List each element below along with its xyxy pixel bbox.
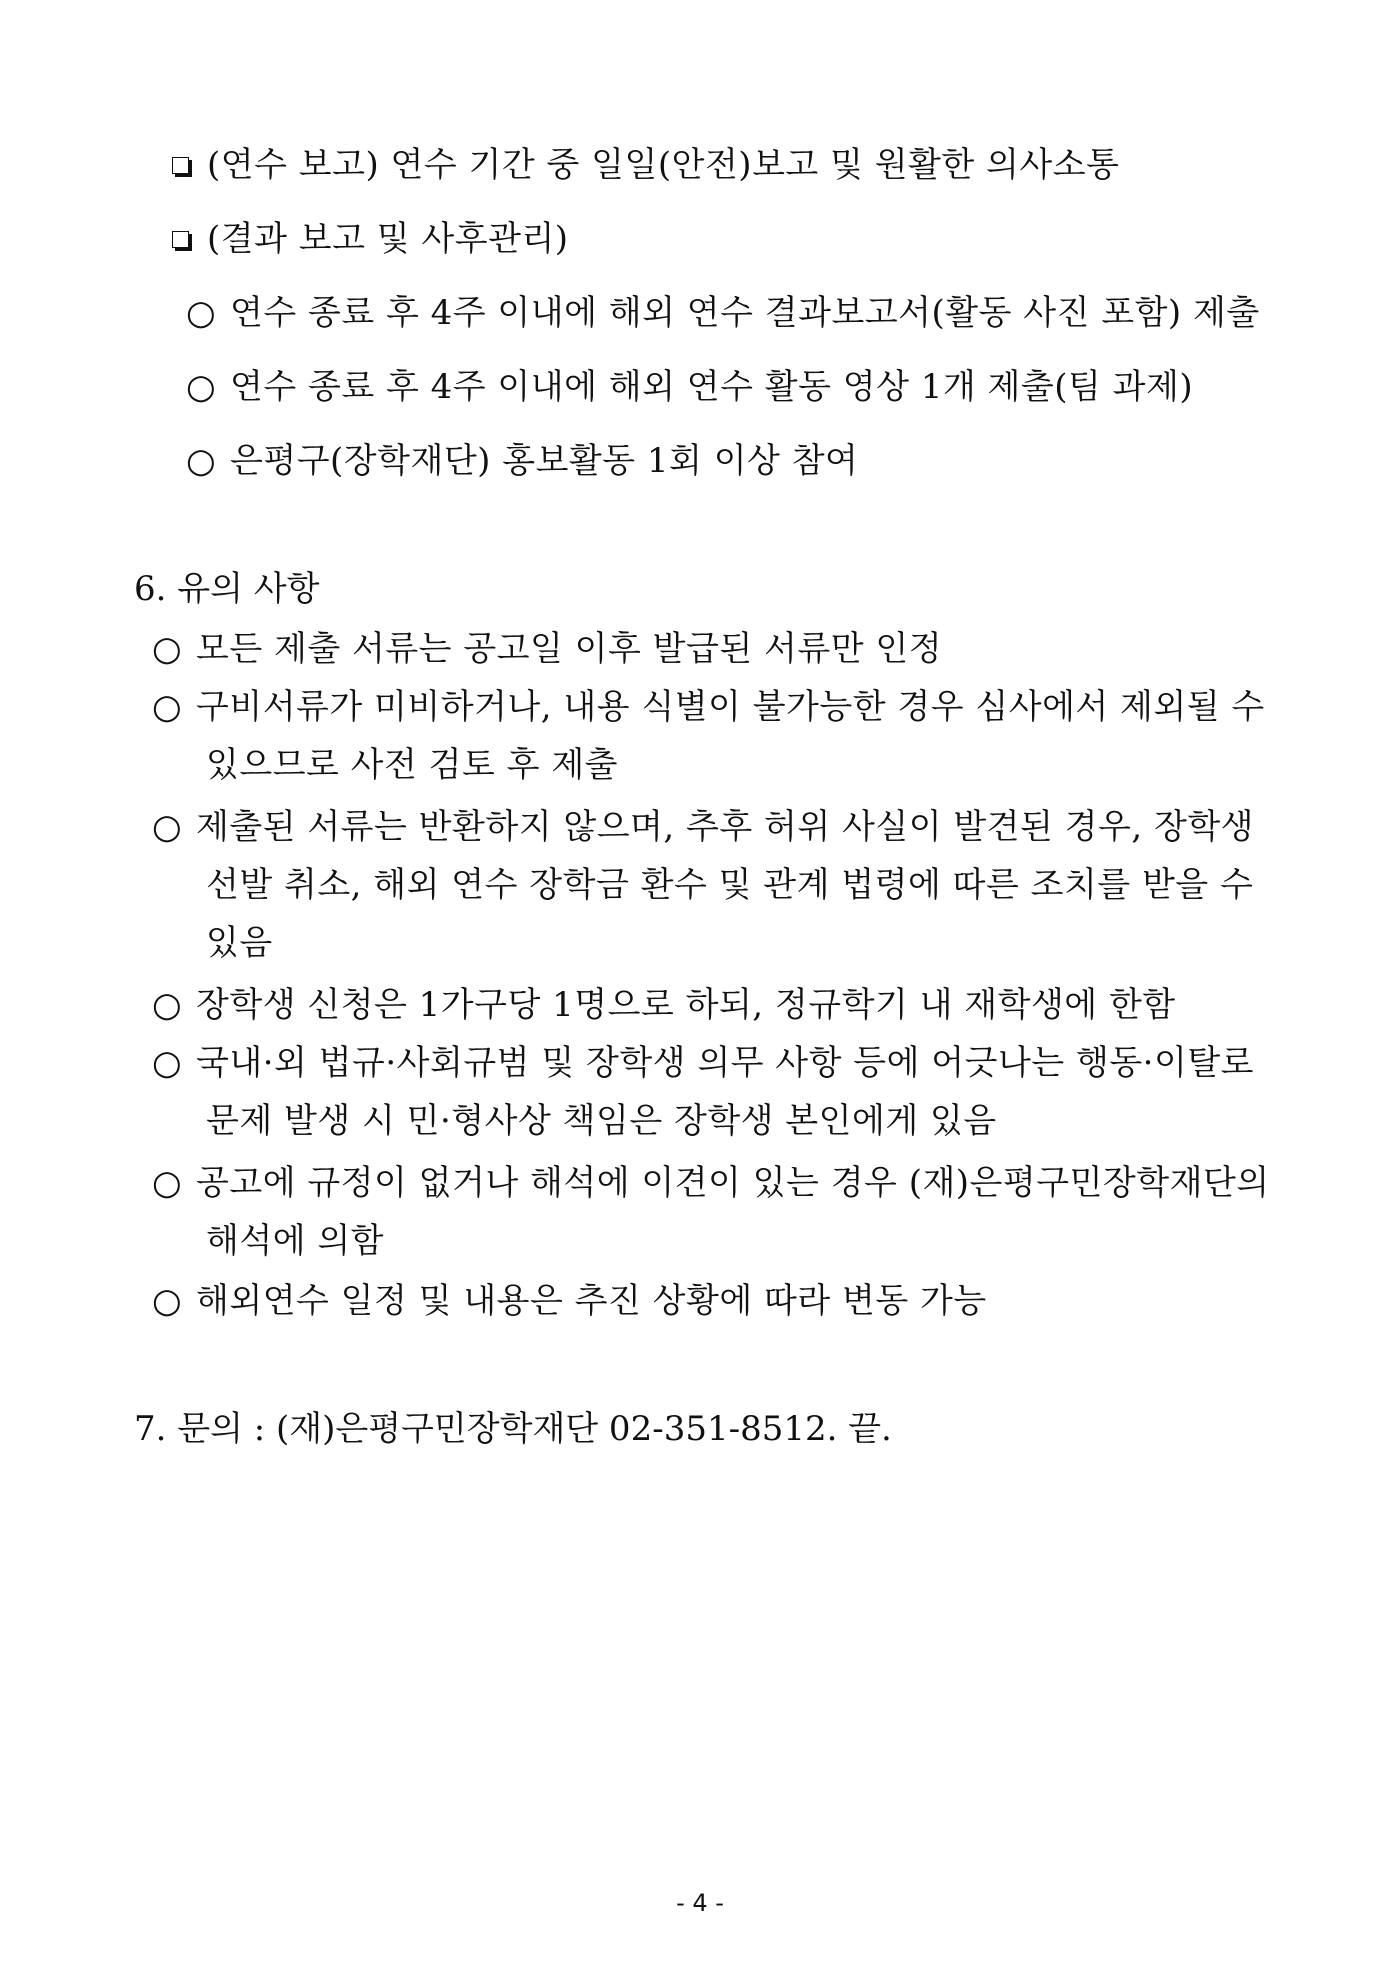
circle-bullet-icon: ○ (152, 687, 183, 727)
notice-item-6 (152, 1162, 1270, 1204)
notice-item-text: 장학생 신청은 1가구당 1명으로 하되, 정규학기 내 재학생에 한함 (196, 985, 1176, 1025)
result-report-title-text: (결과 보고 및 사후관리) (207, 219, 569, 259)
notice-item-2-cont: 있으므로 사전 검토 후 제출 (206, 745, 619, 785)
result-item-text: 은평구(장학재단) 홍보활동 1회 이상 참여 (230, 441, 859, 481)
training-report-line (172, 144, 1119, 186)
result-item-3 (186, 440, 858, 482)
notice-item-text: 구비서류가 미비하거나, 내용 식별이 불가능한 경우 심사에서 제외될 수 (196, 687, 1265, 727)
circle-bullet-icon: ○ (152, 1281, 183, 1321)
notice-item-text: 해외연수 일정 및 내용은 추진 상황에 따라 변동 가능 (196, 1281, 987, 1321)
circle-bullet-icon: ○ (186, 293, 217, 333)
notice-item-5 (152, 1042, 1254, 1084)
notice-item-3-cont-1: 선발 취소, 해외 연수 장학금 환수 및 관계 법령에 따른 조치를 받을 수 (206, 865, 1254, 905)
circle-bullet-icon: ○ (152, 807, 183, 847)
notice-item-3 (152, 806, 1254, 848)
notice-item-text: 국내·외 법규·사회규범 및 장학생 의무 사항 등에 어긋나는 행동·이탈로 (196, 1043, 1255, 1083)
notice-item-text: 모든 제출 서류는 공고일 이후 발급된 서류만 인정 (196, 629, 943, 669)
section-7-contact: 7. 문의 : (재)은평구민장학재단 02-351-8512. 끝. (134, 1409, 892, 1449)
notice-item-3-cont-2: 있음 (206, 923, 273, 963)
notice-item-text: 제출된 서류는 반환하지 않으며, 추후 허위 사실이 발견된 경우, 장학생 (196, 807, 1255, 847)
circle-bullet-icon: ○ (186, 441, 217, 481)
circle-bullet-icon: ○ (186, 367, 217, 407)
circle-bullet-icon: ○ (152, 629, 183, 669)
square-bullet-icon (172, 231, 189, 248)
circle-bullet-icon: ○ (152, 985, 183, 1025)
result-item-1 (186, 292, 1260, 334)
notice-item-6-cont: 해석에 의함 (206, 1221, 385, 1261)
notice-item-7 (152, 1280, 987, 1322)
page-number: - 4 - (676, 1889, 724, 1917)
square-bullet-icon (172, 157, 189, 174)
notice-item-1 (152, 628, 942, 670)
notice-item-2 (152, 686, 1265, 728)
result-item-text: 연수 종료 후 4주 이내에 해외 연수 결과보고서(활동 사진 포함) 제출 (230, 293, 1260, 333)
training-report-text: (연수 보고) 연수 기간 중 일일(안전)보고 및 원활한 의사소통 (207, 145, 1120, 185)
section-6-title: 6. 유의 사항 (134, 569, 320, 609)
notice-item-text: 공고에 규정이 없거나 해석에 이견이 있는 경우 (재)은평구민장학재단의 (196, 1163, 1270, 1203)
circle-bullet-icon: ○ (152, 1163, 183, 1203)
notice-item-5-cont: 문제 발생 시 민·형사상 책임은 장학생 본인에게 있음 (206, 1101, 997, 1141)
result-item-2 (186, 366, 1193, 408)
notice-item-4 (152, 984, 1176, 1026)
result-report-title-line (172, 218, 569, 260)
circle-bullet-icon: ○ (152, 1043, 183, 1083)
result-item-text: 연수 종료 후 4주 이내에 해외 연수 활동 영상 1개 제출(팀 과제) (230, 367, 1194, 407)
